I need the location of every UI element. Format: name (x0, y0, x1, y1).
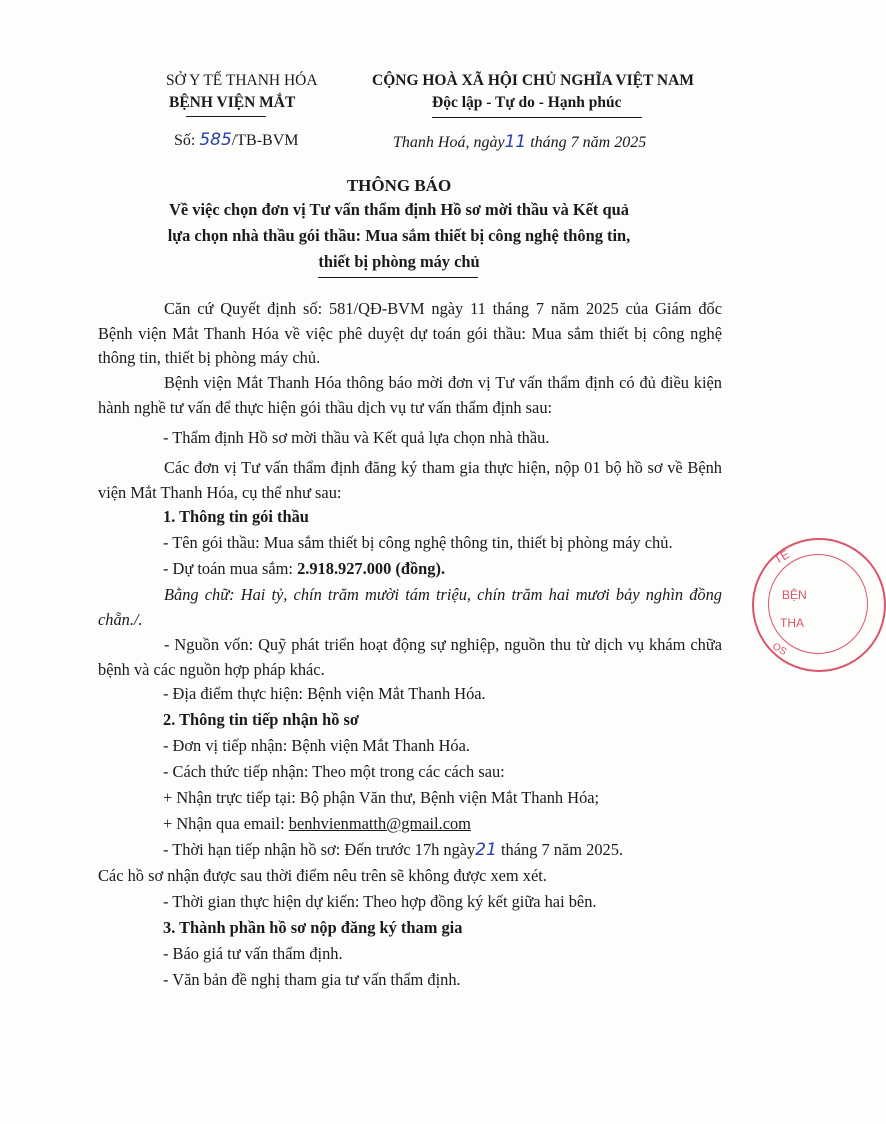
reference-number (174, 130, 298, 150)
budget-label: - Dự toán mua sắm: (163, 559, 298, 578)
date-suffix: tháng 7 năm 2025 (526, 134, 647, 151)
line-appraisal-scope: - Thẩm định Hồ sơ mời thầu và Kết quả lựa chọn nhà thầu. (163, 428, 550, 447)
paragraph-invitation: Bệnh viện Mắt Thanh Hóa thông báo mời đơn vị Tư vấn thẩm định có đủ điều kiện hành nghề tư vấn để thực hiện gói thầu dịch vụ tư vấn thẩm định sau: (98, 373, 722, 417)
subject-line-3: thiết bị phòng máy chủ (318, 252, 480, 271)
org-underline (186, 116, 266, 117)
budget-value: 2.918.927.000 (đồng). (297, 559, 446, 578)
official-stamp (752, 538, 886, 672)
line-budget (163, 559, 445, 579)
organization-name: BỆNH VIỆN MẮT (169, 94, 296, 111)
line-receiving-method: - Cách thức tiếp nhận: Theo một trong các cách sau: (163, 762, 505, 781)
section-3-heading: 3. Thành phần hồ sơ nộp đăng ký tham gia (163, 918, 463, 937)
motto-underline (432, 117, 642, 118)
line-package-name: - Tên gói thầu: Mua sắm thiết bị công nghệ thông tin, thiết bị phòng máy chủ. (163, 533, 673, 552)
date-handwritten-day: 11 (504, 132, 527, 152)
paragraph-legal-basis: Căn cứ Quyết định số: 581/QĐ-BVM ngày 11 tháng 7 năm 2025 của Giám đốc Bệnh viện Mắt Thanh Hóa về việc phê duyệt dự toán gói thầu: Mua sắm thiết bị công nghệ thông tin, thiết bị phòng máy chủ. (98, 299, 722, 367)
email-link[interactable]: benhvienmatth@gmail.com (288, 814, 471, 833)
date-prefix: Thanh Hoá, ngày (393, 134, 505, 151)
line-location: - Địa điểm thực hiện: Bệnh viện Mắt Thanh Hóa. (163, 684, 486, 703)
stamp-text-4: OS (770, 641, 789, 658)
stamp-clip (740, 520, 807, 690)
paragraph-amount-in-words: Bằng chữ: Hai tỷ, chín trăm mười tám triệu, chín trăm hai mươi bảy nghìn đồng chẵn./. (98, 585, 722, 629)
section-2-heading: 2. Thông tin tiếp nhận hồ sơ (163, 710, 359, 729)
stamp-text-2: BỆN (782, 588, 807, 602)
issue-date (393, 132, 646, 152)
title-underline (318, 277, 478, 278)
ref-prefix: Số: (174, 132, 200, 149)
country-name: CỘNG HOÀ XÃ HỘI CHỦ NGHĨA VIỆT NAM (372, 72, 694, 89)
line-deadline (163, 840, 623, 860)
deadline-prefix: - Thời hạn tiếp nhận hồ sơ: Đến trước 17h ngày (163, 840, 476, 859)
deadline-handwritten-day: 21 (475, 840, 497, 860)
line-receiving-unit: - Đơn vị tiếp nhận: Bệnh viện Mắt Thanh Hóa. (163, 736, 470, 755)
document-title: THÔNG BÁO (346, 176, 452, 195)
email-label: + Nhận qua email: (163, 814, 289, 833)
stamp-inner-ring (768, 554, 868, 654)
national-motto: Độc lập - Tự do - Hạnh phúc (432, 94, 622, 111)
line-expected-duration: - Thời gian thực hiện dự kiến: Theo hợp đồng ký kết giữa hai bên. (163, 892, 597, 911)
line-email-receipt (163, 814, 471, 834)
line-direct-receipt: + Nhận trực tiếp tại: Bộ phận Văn thư, Bệnh viện Mắt Thanh Hóa; (163, 788, 600, 807)
paragraph-registration: Các đơn vị Tư vấn thẩm định đăng ký tham gia thực hiện, nộp 01 bộ hồ sơ về Bệnh viện Mắt Thanh Hóa, cụ thể như sau: (98, 458, 722, 502)
subject-line-2: lựa chọn nhà thầu gói thầu: Mua sắm thiết bị công nghệ thông tin, (167, 226, 631, 245)
line-proposal-letter: - Văn bản đề nghị tham gia tư vấn thẩm định. (163, 970, 461, 989)
stamp-text-3: THA (780, 616, 804, 630)
line-quotation: - Báo giá tư vấn thẩm định. (163, 944, 343, 963)
department-name: SỞ Y TẾ THANH HÓA (166, 72, 318, 89)
deadline-suffix: tháng 7 năm 2025. (496, 840, 624, 859)
paragraph-funding-source: - Nguồn vốn: Quỹ phát triển hoạt động sự nghiệp, nguồn thu từ dịch vụ khám chữa bệnh và các nguồn hợp pháp khác. (98, 635, 722, 679)
subject-line-1: Về việc chọn đơn vị Tư vấn thẩm định Hồ sơ mời thầu và Kết quả (169, 200, 629, 219)
line-late-submissions: Các hồ sơ nhận được sau thời điểm nêu trên sẽ không được xem xét. (98, 866, 547, 885)
stamp-text-1: TẾ (771, 547, 792, 567)
ref-suffix: /TB-BVM (231, 132, 299, 149)
section-1-heading: 1. Thông tin gói thầu (163, 507, 309, 526)
ref-handwritten-number: 585 (199, 130, 232, 150)
